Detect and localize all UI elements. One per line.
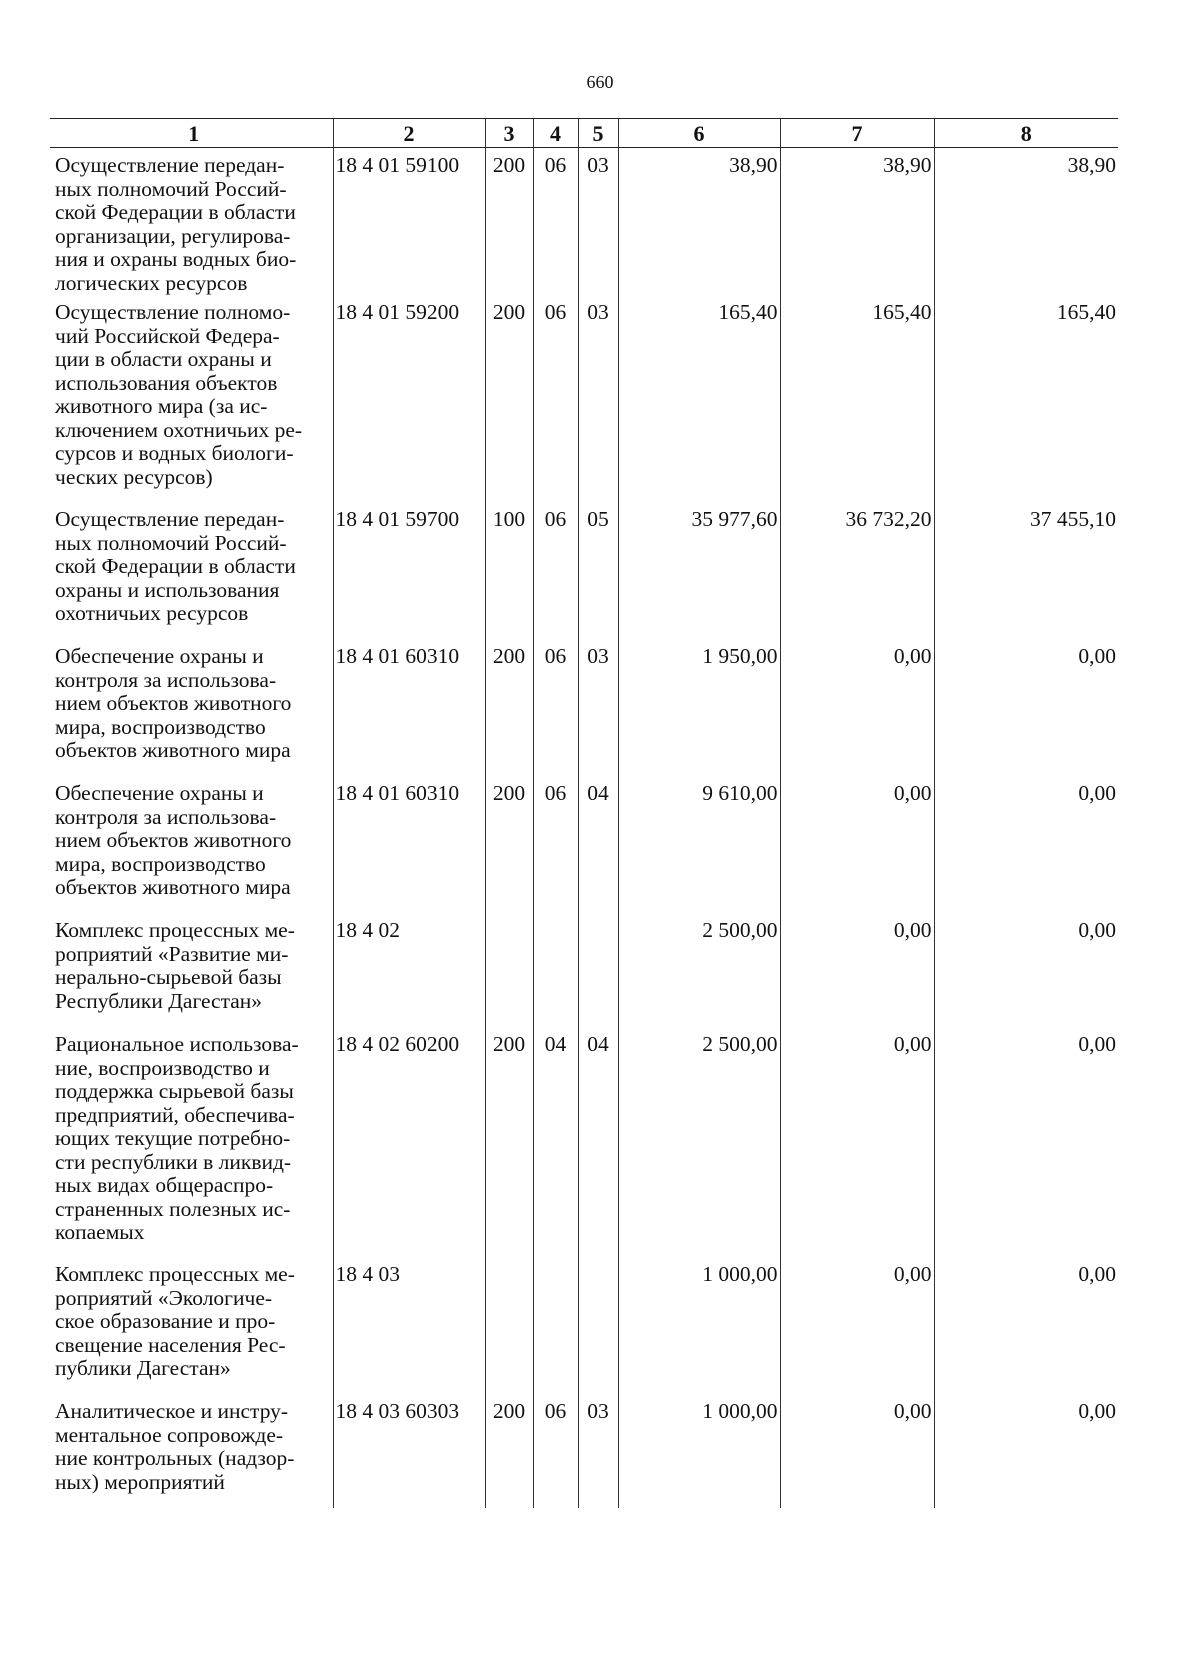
row-name: Комплекс процессных ме- роприятий «Развитие ми- нерально-сырьевой базы Республики Дагестан» [55,918,295,1013]
header-cell-4: 4 [533,119,578,148]
row-amount-col8: 0,00 [934,776,1118,913]
row-amount-col8: 0,00 [934,639,1118,776]
row-expense-type: 200 [485,295,533,502]
row-amount-col7: 0,00 [780,1257,934,1394]
row-expense-type: 200 [485,148,533,296]
table-row [50,776,1118,913]
row-amount-col8: 165,40 [934,295,1118,502]
row-amount-col6: 1 950,00 [618,639,780,776]
row-subsection: 04 [578,1027,618,1257]
row-section: 06 [533,639,578,776]
page-number: 660 [586,72,614,92]
row-name: Осуществление полномо- чий Российской Федера- ции в области охраны и использования объектов животного мира (за ис- ключением охотничьих ре- сурсов и водных биологи- ческих ресурсов) [55,300,303,489]
row-amount-col6: 165,40 [618,295,780,502]
row-expense-type: 200 [485,639,533,776]
row-section: 06 [533,776,578,913]
table-row [50,639,1118,776]
header-cell-8: 8 [934,119,1118,148]
header-cell-5: 5 [578,119,618,148]
table-row [50,295,1118,502]
row-subsection: 05 [578,502,618,639]
row-amount-col6: 2 500,00 [618,1027,780,1257]
row-amount-col6: 2 500,00 [618,913,780,1027]
row-section: 06 [533,295,578,502]
table-row [50,1394,1118,1508]
row-section: 06 [533,148,578,296]
row-name: Осуществление передан- ных полномочий Россий- ской Федерации в области организации, регулирова- ния и охраны водных био- логических ресурсов [55,153,297,295]
header-cell-1: 1 [50,119,333,148]
header-cell-2: 2 [333,119,485,148]
row-target-code: 18 4 01 60310 [333,639,485,776]
row-expense-type [485,913,533,1027]
row-section: 06 [533,1394,578,1508]
row-amount-col8: 0,00 [934,1027,1118,1257]
row-amount-col7: 0,00 [780,913,934,1027]
row-subsection: 04 [578,776,618,913]
row-target-code: 18 4 01 59100 [333,148,485,296]
table-row [50,913,1118,1027]
row-amount-col6: 35 977,60 [618,502,780,639]
row-name: Аналитическое и инстру- ментальное сопровожде- ние контрольных (надзор- ных) мероприятий [55,1399,295,1494]
row-amount-col6: 38,90 [618,148,780,296]
row-amount-col8: 37 455,10 [934,502,1118,639]
row-target-code: 18 4 01 60310 [333,776,485,913]
row-target-code: 18 4 02 60200 [333,1027,485,1257]
row-name: Обеспечение охраны и контроля за использова- нием объектов животного мира, воспроизводство объектов животного мира [55,781,292,899]
row-amount-col7: 0,00 [780,1027,934,1257]
table-body [50,148,1118,1509]
row-amount-col7: 0,00 [780,639,934,776]
row-subsection [578,913,618,1027]
table-row [50,1027,1118,1257]
row-expense-type [485,1257,533,1394]
row-amount-col7: 36 732,20 [780,502,934,639]
row-amount-col6: 1 000,00 [618,1394,780,1508]
row-amount-col8: 0,00 [934,913,1118,1027]
row-target-code: 18 4 03 [333,1257,485,1394]
row-section [533,1257,578,1394]
row-section: 06 [533,502,578,639]
row-section [533,913,578,1027]
row-name: Комплекс процессных ме- роприятий «Экологиче- ское образование и про- свещение населения Рес- публики Дагестан» [55,1262,295,1380]
row-amount-col8: 0,00 [934,1257,1118,1394]
row-expense-type: 100 [485,502,533,639]
row-subsection: 03 [578,148,618,296]
header-row [50,119,1118,148]
row-subsection: 03 [578,639,618,776]
row-subsection: 03 [578,295,618,502]
row-target-code: 18 4 01 59700 [333,502,485,639]
row-name: Осуществление передан- ных полномочий Россий- ской Федерации в области охраны и использования охотничьих ресурсов [55,507,296,625]
row-amount-col8: 38,90 [934,148,1118,296]
table-row [50,148,1118,296]
row-target-code: 18 4 02 [333,913,485,1027]
row-name: Рациональное использова- ние, воспроизводство и поддержка сырьевой базы предприятий, обеспечива- ющих текущие потребно- сти республики в ликвид- ных видах общераспро- страненных полезных ис- копаемых [55,1032,299,1244]
row-amount-col7: 165,40 [780,295,934,502]
row-amount-col7: 38,90 [780,148,934,296]
row-expense-type: 200 [485,1394,533,1508]
row-amount-col6: 1 000,00 [618,1257,780,1394]
table-row [50,502,1118,639]
row-amount-col7: 0,00 [780,1394,934,1508]
row-amount-col8: 0,00 [934,1394,1118,1508]
row-section: 04 [533,1027,578,1257]
row-subsection [578,1257,618,1394]
row-subsection: 03 [578,1394,618,1508]
budget-table [50,118,1118,1508]
header-cell-6: 6 [618,119,780,148]
row-target-code: 18 4 03 60303 [333,1394,485,1508]
row-amount-col7: 0,00 [780,776,934,913]
table-row [50,1257,1118,1394]
row-expense-type: 200 [485,776,533,913]
row-expense-type: 200 [485,1027,533,1257]
row-target-code: 18 4 01 59200 [333,295,485,502]
header-cell-7: 7 [780,119,934,148]
row-name: Обеспечение охраны и контроля за использова- нием объектов животного мира, воспроизводство объектов животного мира [55,644,292,762]
header-cell-3: 3 [485,119,533,148]
row-amount-col6: 9 610,00 [618,776,780,913]
